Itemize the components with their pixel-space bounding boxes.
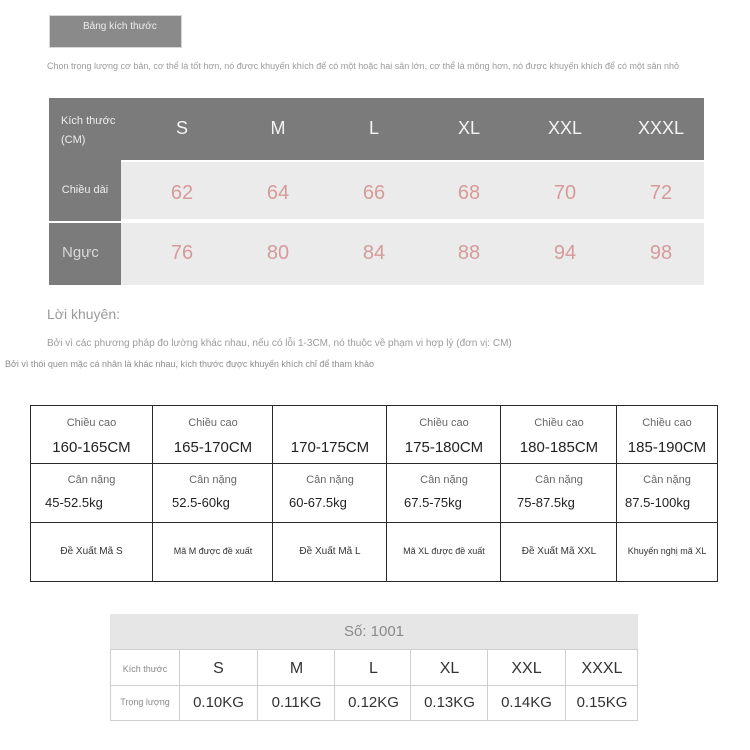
weight-value: 0.12KG — [348, 694, 399, 711]
size-header-xxl: XXL — [547, 118, 583, 138]
recommended-size: Đề Xuất Mã XXL — [521, 546, 597, 557]
weight-label: Trọng lượng — [120, 697, 170, 707]
size-header-s: S — [175, 118, 188, 138]
weight-label: Cân nặng — [67, 474, 116, 486]
recommended-size: Khuyến nghị mã XL — [627, 546, 707, 556]
weight-size-m: M — [289, 660, 304, 677]
size-header-l: L — [368, 118, 379, 138]
weight-range: 87.5-100kg — [625, 495, 691, 510]
height-label: Chiều cao — [188, 417, 238, 429]
chest-value: 94 — [553, 242, 577, 264]
weight-value: 0.15KG — [576, 694, 628, 711]
length-value: 66 — [362, 182, 386, 204]
weight-label: Cân nặng — [643, 474, 691, 486]
height-label: Chiều cao — [642, 417, 692, 429]
advice-line-2: Bởi vì thói quen mặc cá nhân là khác nhau, kích thước được khuyến khích chỉ để tham khảo — [5, 359, 374, 369]
weight-size-xxl: XXL — [511, 660, 542, 677]
height-range: 160-165CM — [52, 439, 131, 456]
height-range: 165-170CM — [173, 439, 253, 456]
weight-value: 0.14KG — [501, 694, 552, 711]
advice-line-1: Bởi vì các phương pháp đo lường khác nhau, nếu có lỗi 1-3CM, nó thuộc về phạm vi hợp lý (đơn vị: CM) — [47, 338, 512, 349]
weight-label: Cân nặng — [189, 474, 237, 486]
weight-range: 67.5-75kg — [404, 495, 462, 510]
length-value: 64 — [266, 182, 290, 204]
weight-value: 0.13KG — [424, 694, 475, 711]
recommended-size: Đề Xuất Mã L — [299, 546, 361, 557]
weight-size-xl: XL — [439, 660, 460, 677]
title-text: Bảng kích thước — [83, 21, 157, 32]
recommended-size: Mã M được đề xuất — [173, 546, 253, 556]
length-value: 68 — [457, 182, 481, 204]
weight-label: Cân nặng — [306, 474, 354, 486]
weight-size-xxxl: XXXL — [581, 660, 623, 677]
weight-range: 60-67.5kg — [289, 495, 347, 510]
size-header-xl: XL — [457, 118, 481, 138]
length-value: 72 — [649, 182, 673, 204]
weight-value: 0.11KG — [271, 694, 322, 711]
size-label: Kích thước — [122, 664, 168, 674]
row-label-chest: Ngực — [62, 244, 99, 261]
size-table — [49, 98, 704, 285]
title-badge — [49, 15, 182, 48]
weight-range: 52.5-60kg — [172, 495, 230, 510]
height-range: 185-190CM — [627, 439, 707, 456]
recommended-size: Mã XL được đề xuất — [403, 546, 485, 556]
height-label: Chiều cao — [419, 417, 469, 429]
divider — [31, 522, 717, 523]
size-header-m: M — [270, 118, 286, 138]
height-label: Chiều cao — [534, 417, 584, 429]
length-value: 62 — [170, 182, 194, 204]
weight-table — [110, 649, 638, 721]
weight-range: 45-52.5kg — [45, 495, 103, 510]
weight-size-s: S — [213, 660, 224, 677]
chest-value: 84 — [362, 242, 386, 264]
chest-value: 88 — [457, 242, 481, 264]
chest-value: 76 — [170, 242, 194, 264]
size-note: Chọn trọng lượng cơ bản, cơ thể là tốt hơn, nó được khuyến khích để có một hoặc hai sân lớn, cơ thể là mông hơn, nó được khuyến khích để có một sân nhỏ — [47, 61, 680, 71]
size-corner-label: Kích thước (CM) — [61, 115, 116, 146]
height-range: 170-175CM — [290, 439, 370, 456]
recommended-size: Đề Xuất Mã S — [60, 546, 123, 557]
weight-size-l: L — [369, 660, 378, 677]
chest-value: 80 — [266, 242, 290, 264]
height-range: 180-185CM — [519, 439, 599, 456]
divider — [111, 685, 637, 686]
height-label: Chiều cao — [66, 417, 117, 429]
product-number: Số: 1001 — [110, 614, 638, 649]
advice-title: Lời khuyên: — [47, 306, 121, 322]
weight-label: Cân nặng — [420, 474, 468, 486]
length-value: 70 — [553, 182, 577, 204]
recommendation-table — [30, 405, 718, 582]
weight-label: Cân nặng — [535, 474, 583, 486]
height-range: 175-180CM — [404, 439, 484, 456]
divider — [31, 463, 717, 464]
chest-value: 98 — [649, 242, 673, 264]
weight-value: 0.10KG — [193, 694, 244, 711]
row-label-length: Chiều dài — [61, 184, 109, 196]
size-header-xxxl: XXXL — [637, 118, 685, 138]
weight-range: 75-87.5kg — [517, 495, 575, 510]
